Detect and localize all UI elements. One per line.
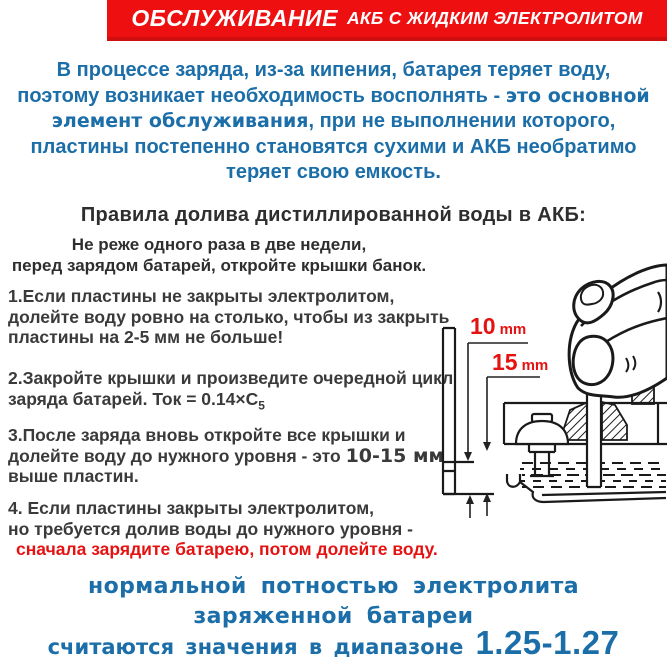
battery-level-diagram: [430, 230, 667, 522]
intro-line-3: элемент обслуживания, при не выполнении которого,: [51, 110, 616, 132]
header-title-main: ОБСЛУЖИВАНИЕ: [131, 5, 338, 31]
rules-note-line-2: перед зарядом батарей, откройте крышки банок.: [11, 256, 427, 275]
thumb: [573, 336, 613, 384]
dimension-label-15mm: 15 mm: [492, 349, 549, 375]
footer-range-label: считаются значения в диапазоне: [47, 635, 464, 659]
dimension-label-10mm: 10 mm: [470, 313, 527, 339]
density-range-value: 1.25-1.27: [475, 624, 620, 661]
filler-cap: [516, 414, 568, 476]
current-formula-subscript: 5: [258, 398, 265, 412]
intro-line-1: В процессе заряда, из-за кипения, батарея теряет воду,: [56, 59, 611, 81]
rules-note-line-1: Не реже одного раза в две недели,: [71, 235, 367, 254]
hand: [569, 265, 667, 397]
header-title-sub: АКБ С ЖИДКИМ ЭЛЕКТРОЛИТОМ: [346, 8, 643, 28]
intro-line-2: поэтому возникает необходимость восполнять - это основной: [17, 84, 650, 107]
instruction-item-3: 3.После заряда вновь откройте все крышки и долейте воду до нужного уровня - это 10-15 мм выше пластин.: [8, 425, 445, 486]
intro-line-4: пластины постепенно становятся сухими и АКБ необратимо: [30, 135, 637, 158]
instruction-item-4: 4. Если пластины закрыты электролитом, но требуется долив воды до нужного уровня - сначала зарядите батарею, потом долейте воду.: [8, 498, 468, 560]
instruction-item-2: 2.Закройте крышки и произведите очередной цикл заряда батарей. Ток = $0.14\times C_5$: [8, 368, 454, 412]
footer-line-1: нормальной потностью электролита: [88, 574, 579, 599]
intro-line-5: теряет свою емкость.: [226, 161, 441, 183]
intro-paragraph: [0, 58, 667, 186]
header-bar: [107, 0, 667, 41]
battery-illustration: [430, 230, 667, 522]
instruction-item-1: 1.Если пластины не закрыты электролитом, долейте воду ровно на столько, чтобы из закрыть пластины на 2-5 мм не больше!: [8, 286, 450, 347]
footer-density-text: [0, 572, 667, 632]
footer-range-line: [0, 624, 667, 662]
rules-note: [0, 234, 438, 276]
footer-line-2: заряженной батареи: [193, 604, 474, 629]
rules-heading: Правила долива дистиллированной воды в АКБ:: [80, 204, 587, 226]
warning-red-text: сначала зарядите батарею, потом долейте воду.: [16, 539, 438, 559]
